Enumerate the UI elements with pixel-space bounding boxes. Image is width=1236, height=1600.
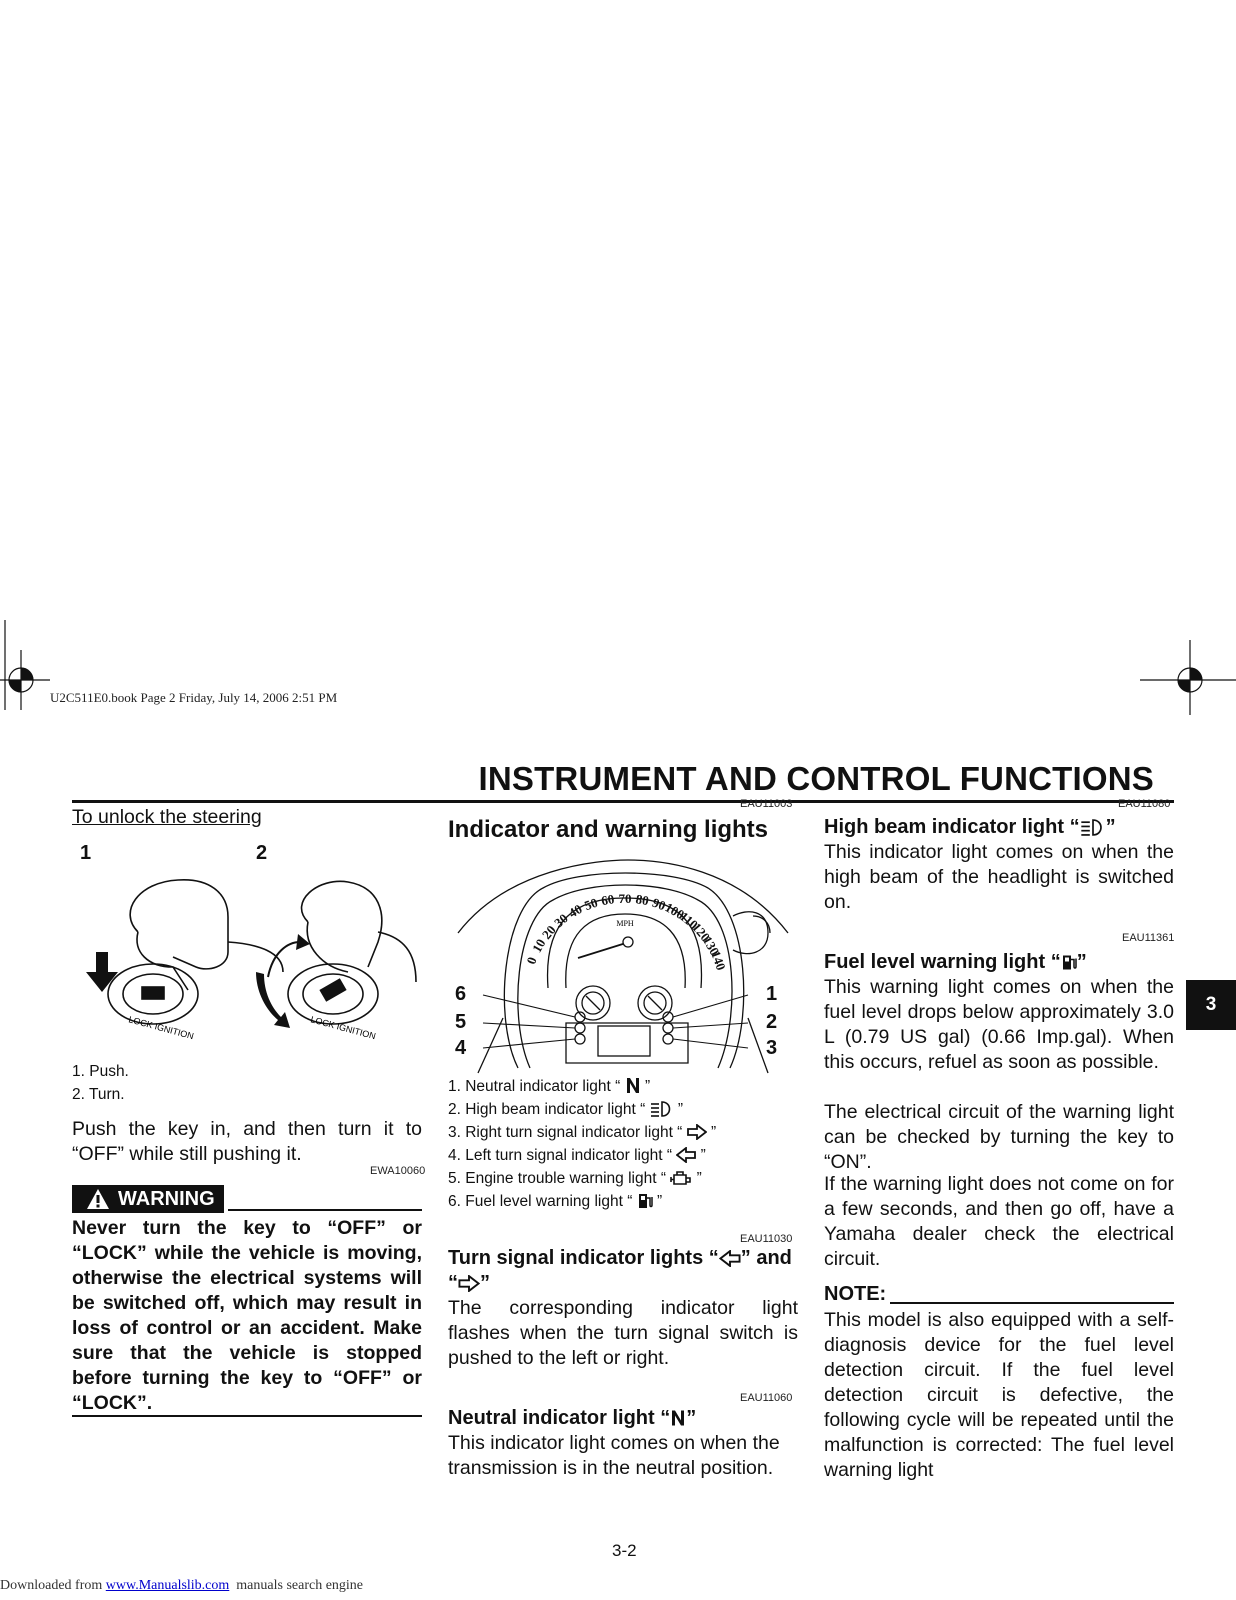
- neutral-icon: [670, 1409, 686, 1427]
- legend-item-fuel-level: 6. Fuel level warning light “ ”: [448, 1193, 663, 1210]
- dial-number: 10: [529, 936, 549, 956]
- dial-number: 100: [662, 899, 687, 923]
- key-push-turn-illustration: [78, 872, 418, 1047]
- subheading-unlock-steering: To unlock the steering: [72, 806, 262, 828]
- fuel-code: EAU11361: [1122, 932, 1175, 944]
- callout-4: 4: [455, 1037, 467, 1059]
- left-arrow-icon: [719, 1250, 741, 1267]
- chapter-tab: 3: [1186, 980, 1236, 1030]
- fuel-body-2: The electrical circuit of the warning light can be checked by turning the key to “ON”.: [824, 1101, 1174, 1173]
- legend-item-engine-trouble: 5. Engine trouble warning light “ ”: [448, 1170, 702, 1187]
- indicator-section-heading: Indicator and warning lights: [448, 816, 769, 843]
- callout-2: 2: [766, 1011, 778, 1033]
- indicator-section-code: EAU11003: [740, 798, 793, 810]
- fuel-body-3: If the warning light does not come on for a few seconds, and then go off, have a Yamaha dealer check the electrical circuit.: [824, 1173, 1174, 1270]
- turn-signal-body: The corresponding indicator light flashes when the turn signal switch is pushed to the left or right.: [448, 1297, 798, 1369]
- right-arrow-icon: [687, 1124, 707, 1140]
- book-info-line: U2C511E0.book Page 2 Friday, July 14, 2006 2:51 PM: [50, 690, 338, 705]
- dial-number: 140: [708, 948, 729, 973]
- mph-label: MPH: [616, 919, 634, 928]
- legend-item-neutral: 1. Neutral indicator light “ ”: [448, 1078, 651, 1095]
- figure-label-1: 1: [80, 842, 92, 864]
- registration-mark-right: [1140, 620, 1236, 740]
- high-beam-code: EAU11080: [1118, 798, 1171, 810]
- callout-3: 3: [766, 1037, 778, 1059]
- dial-number: 120: [689, 919, 714, 945]
- manualslib-link[interactable]: www.Manualslib.com: [105, 1578, 230, 1593]
- svg-text:LOCK IGNITION: LOCK IGNITION: [309, 1014, 377, 1042]
- section-title: INSTRUMENT AND CONTROL FUNCTIONS: [478, 760, 1154, 797]
- dial-number: 110: [676, 908, 702, 933]
- registration-mark-left: [0, 620, 60, 740]
- dial-number: 30: [551, 910, 571, 931]
- neutral-code: EAU11060: [740, 1392, 793, 1404]
- note-label: NOTE:: [824, 1283, 887, 1305]
- dial-number: 0: [523, 954, 540, 967]
- warning-top-rule: [228, 1209, 422, 1211]
- speedometer-indicator-panel: [448, 858, 798, 1078]
- dial-number: 80: [634, 891, 650, 909]
- turn-signal-heading: Turn signal indicator lights “ ” and “ ”: [448, 1247, 792, 1294]
- warning-body: Never turn the key to “OFF” or “LOCK” while the vehicle is moving, otherwise the electrical systems will be switched off, which may result in loss of control or an accident. Make sure that the vehicle is stopped before turning the key to “OFF” or “LOCK”.: [72, 1217, 422, 1414]
- fuel-heading: Fuel level warning light “ ”: [824, 951, 1087, 973]
- download-footer: Downloaded from www.Manualslib.com manuals search engine: [0, 1578, 364, 1593]
- warning-bottom-rule: [72, 1415, 422, 1417]
- legend-item-right-turn: 3. Right turn signal indicator light “ ”: [448, 1124, 717, 1141]
- svg-text:LOCK IGNITION: LOCK IGNITION: [127, 1014, 195, 1042]
- high-beam-icon: [650, 1101, 674, 1117]
- neutral-body: This indicator light comes on when the transmission is in the neutral position.: [448, 1432, 780, 1479]
- callout-6: 6: [455, 983, 467, 1005]
- note-body: This model is also equipped with a self-diagnosis device for the fuel level detection circuit. If the fuel level detection circuit is defective, the following cycle will be repeated until the malfunction is corrected: The fuel level warning light: [824, 1309, 1174, 1481]
- dial-number: 130: [699, 933, 723, 958]
- high-beam-body: This indicator light comes on when the high beam of the headlight is switched on.: [824, 841, 1174, 913]
- dial-number: 90: [650, 894, 668, 914]
- page-number: 3-2: [612, 1541, 637, 1560]
- indicator-legend: [448, 1075, 788, 1213]
- fuel-pump-icon: [637, 1192, 653, 1209]
- warning-code: EWA10060: [370, 1165, 426, 1177]
- note-rule: [890, 1302, 1174, 1304]
- fuel-body-1: This warning light comes on when the fuel level drops below approximately 3.0 L (0.79 US gal) (0.66 Imp.gal). When this occurs, refuel as soon as possible.: [824, 976, 1174, 1073]
- dial-number: 60: [600, 891, 616, 909]
- high-beam-heading: High beam indicator light “ ”: [824, 816, 1116, 838]
- high-beam-icon: [1080, 819, 1106, 836]
- title-rule: [72, 800, 1174, 803]
- dial-number: 70: [618, 890, 632, 906]
- neutral-icon: [625, 1077, 641, 1094]
- engine-icon: [670, 1170, 692, 1186]
- warning-label-text: WARNING: [118, 1187, 215, 1210]
- legend-item-left-turn: 4. Left turn signal indicator light “ ”: [448, 1147, 706, 1164]
- warning-triangle-icon: [86, 1188, 110, 1210]
- warning-label: [72, 1185, 224, 1213]
- legend-item-high-beam: 2. High beam indicator light “ ”: [448, 1101, 684, 1118]
- dial-number: 40: [565, 901, 585, 921]
- unlock-instruction: Push the key in, and then turn it to “OFF” while still pushing it.: [72, 1118, 422, 1165]
- fuel-pump-icon: [1061, 953, 1077, 971]
- callout-1: 1: [766, 983, 778, 1005]
- left-arrow-icon: [676, 1147, 696, 1163]
- dial-number: 50: [582, 894, 600, 914]
- figure-label-2: 2: [256, 842, 268, 864]
- figure-caption-1: 1. Push.: [72, 1063, 129, 1080]
- neutral-heading: Neutral indicator light “ ”: [448, 1407, 697, 1429]
- figure-caption-2: 2. Turn.: [72, 1086, 125, 1103]
- turn-signal-code: EAU11030: [740, 1233, 793, 1245]
- callout-5: 5: [455, 1011, 467, 1033]
- dial-number: 20: [538, 922, 559, 942]
- right-arrow-icon: [458, 1275, 480, 1292]
